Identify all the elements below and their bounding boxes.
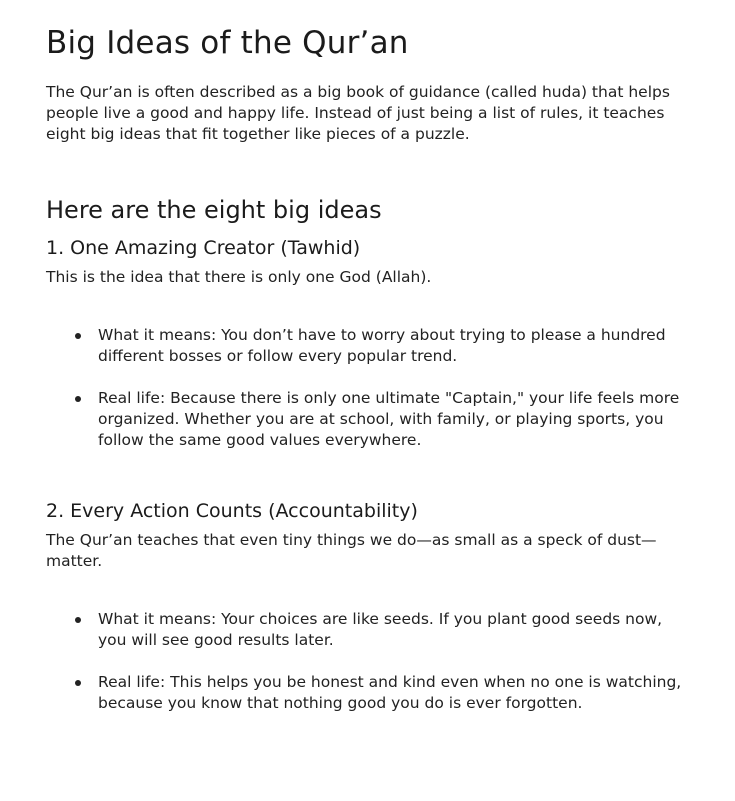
list-item — [46, 609, 688, 651]
list-item — [46, 388, 688, 451]
section-heading: Here are the eight big ideas — [46, 196, 382, 224]
bullet-dot-icon — [75, 333, 81, 339]
page-title: Big Ideas of the Qur’an — [46, 25, 409, 61]
idea-2-bullet-list — [46, 609, 689, 714]
bullet-text: Real life: This helps you be honest and kind even when no one is watching, because you know that nothing good you do is ever forgotten. — [98, 673, 682, 712]
list-item — [46, 325, 688, 367]
bullet-dot-icon — [75, 680, 81, 686]
list-item — [46, 672, 688, 714]
bullet-text: Real life: Because there is only one ultimate "Captain," your life feels more organized. Whether you are at school, with family, or playing sports, you follow the same good values everywhere. — [98, 389, 680, 449]
idea-1-description: This is the idea that there is only one God (Allah). — [46, 268, 432, 286]
idea-2-description: The Qur’an teaches that even tiny things we do—as small as a speck of dust—matter. — [46, 531, 657, 570]
bullet-dot-icon — [75, 396, 81, 402]
idea-2-heading: 2. Every Action Counts (Accountability) — [46, 500, 418, 522]
idea-1-bullet-list — [46, 325, 689, 451]
bullet-dot-icon — [75, 617, 81, 623]
intro-paragraph: The Qur’an is often described as a big book of guidance (called huda) that helps people live a good and happy life. Instead of just being a list of rules, it teaches eight big ideas that fit together like pieces of a puzzle. — [46, 83, 670, 143]
bullet-text: What it means: Your choices are like seeds. If you plant good seeds now, you will see good results later. — [98, 610, 663, 649]
idea-1-heading: 1. One Amazing Creator (Tawhid) — [46, 237, 361, 259]
bullet-text: What it means: You don’t have to worry about trying to please a hundred different bosses or follow every popular trend. — [98, 326, 666, 365]
